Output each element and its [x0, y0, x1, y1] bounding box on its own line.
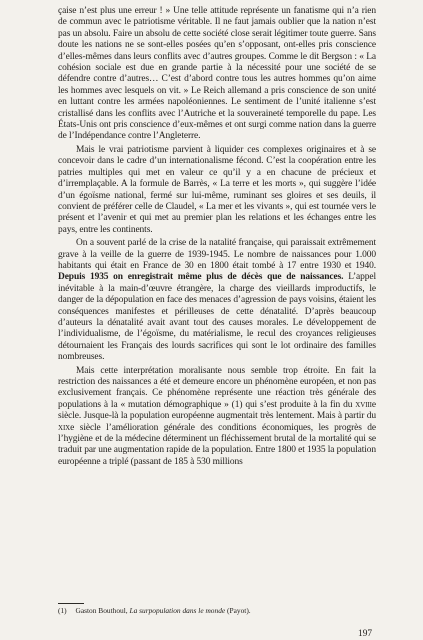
footnote-author: Gaston Bouthoul, [75, 606, 128, 615]
paragraph-text: Mais cette interprétation moralisante nous semble trop étroite. En fait la restriction des naissances a été et demeure encore un phénomène européen, et non pas exclusivement français. Ce phénomène représente une réaction très générale des populations à la « mutation démographique » (1) qui s’est produite à la fin du [58, 365, 376, 410]
paragraph-text: e siècle l’amélioration générale des conditions économiques, les progrès de l’hygiène et de la médecine déterminent un fléchissement brutal de la mortalité qui se traduit par une augmentation rapide de la population. Entre 1800 et 1935 la population européenne a triplé (passant de 185 à 530 millions [58, 422, 376, 467]
century-numeral: xviii [355, 399, 372, 410]
bold-text: Depuis 1935 on enregistrait même plus de décès que de naissances. [58, 272, 344, 283]
footnote-number: (1) [58, 606, 67, 615]
paragraph-text: çaise n’est plus une erreur ! » Une telle attitude représente un fanatisme qui n’a rien de commun avec le patriotisme véritable. Il ne faut jamais oublier que la nation n’est pas un absolu. Faire un absolu de cette société close serait légitimer toute guerre. Sans doute les nations ne se sont-elles posées qu’en s’opposant, ont-elles pris conscience d’elles-mêmes dans leurs conflits avec d’autres groupes. Comme le dit Bergson : « La cohésion sociale est due en grande partie à la nécessité pour une société de se défendre contre d’autres… C’est d’abord contre tous les autres hommes qu’on aime les hommes avec lesquels on vit. » Le Reich allemand a pris conscience de son unité en luttant contre les armées napoléoniennes. Le sentiment de l’unité italienne s’est cristallisé dans les conflits avec l’Autriche et la souveraineté temporelle du pape. Les États-Unis ont pris conscience d’eux-mêmes et ont surgi comme nation dans la guerre de l’Indépendance contre l’Angleterre. [58, 6, 376, 142]
footnote-title: La surpopulation dans le monde [129, 606, 226, 615]
page-number: 197 [358, 629, 373, 639]
footnote-rule [58, 603, 84, 604]
paragraph-text: L’appel inévitable à la main-d’œuvre étrangère, la charge des vieillards improductifs, le danger de la dépopulation en face des menaces d’agression de pays voisins, étaient les conséquences manifestes et périlleuses de cette dénatalité. D’après beaucoup d’auteurs la dénatalité avait avant tout des causes morales. Le développement de l’individualisme, de l’égoïsme, du matérialisme, le recul des croyances religieuses détournaient les Français des lourds sacrifices qui sont le lot ordinaire des familles nombreuses. [58, 272, 376, 363]
century-numeral: xix [58, 422, 71, 433]
paragraph [58, 366, 376, 469]
paragraph [58, 145, 376, 236]
paragraph [58, 238, 376, 363]
paragraph-text: e siècle. Jusque-là la population européenne augmentait très lentement. Mais à partir du [58, 399, 376, 422]
body-text [58, 6, 376, 470]
footnote [58, 606, 376, 615]
paragraph [58, 6, 376, 143]
footnote-publisher: (Payot). [227, 606, 251, 615]
paragraph-text: On a souvent parlé de la crise de la natalité française, qui paraissait extrêmement grave à la veille de la guerre de 1939-1945. Le nombre de naissances pour 1.000 habitants qui était en France de 30 en 1800 était tombé à 17 entre 1930 et 1940. [58, 238, 376, 271]
paragraph-text: Mais le vrai patriotisme parvient à liquider ces complexes originaires et à se concevoir dans le cadre d’un internationalisme fécond. C’est la coopération entre les patries multiples qui met en valeur ce qu’il y a en chacune de précieux et d’irremplaçable. A la formule de Barrès, « La terre et les morts », qui suggère l’idée d’un égoïsme national, fermé sur lui-même, ruminant ses gloires et ses deuils, il convient de préférer celle de Claudel, « La mer et les vivants », qui est tournée vers le présent et l’avenir et qui met au premier plan les relations et les échanges entre les pays, entre les continents. [58, 144, 376, 235]
